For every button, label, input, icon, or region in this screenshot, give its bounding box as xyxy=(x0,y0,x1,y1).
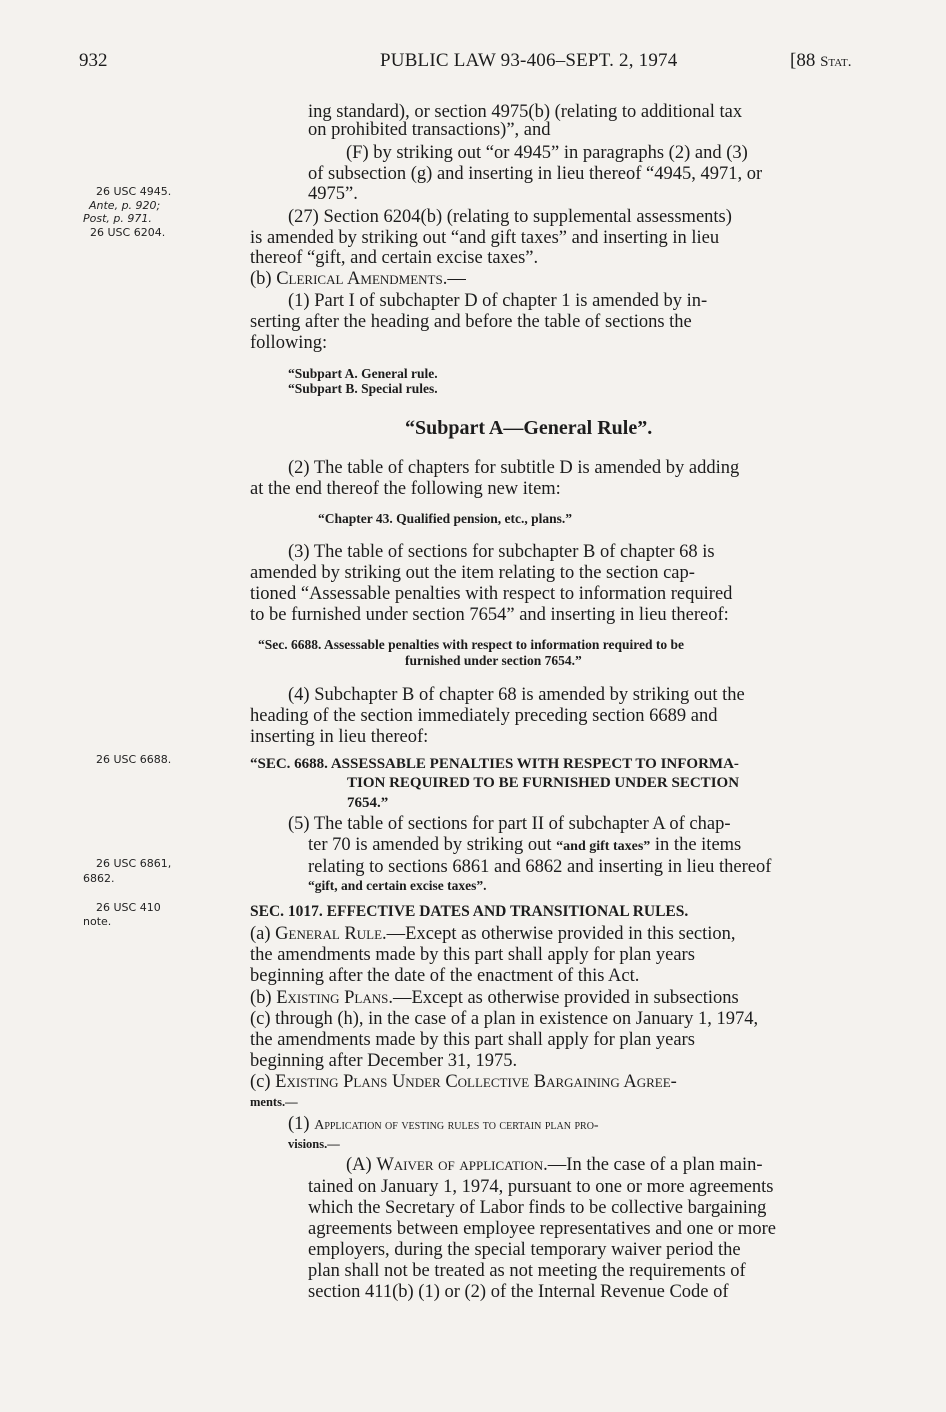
text-line: visions.— xyxy=(288,1137,340,1151)
margin-note-26usc4945: 26 USC 4945. xyxy=(96,185,172,198)
small-line: “Subpart A. General rule. xyxy=(288,366,438,381)
text-line: plan shall not be treated as not meeting the requirements of xyxy=(308,1261,746,1281)
text-line: following: xyxy=(250,333,328,353)
section-heading: TION REQUIRED TO BE FURNISHED UNDER SECTION xyxy=(347,775,740,791)
margin-note-26usc410: 26 USC 410 xyxy=(96,901,161,914)
small-line: furnished under section 7654.” xyxy=(405,653,582,668)
header-stat: [88 Stat. xyxy=(790,50,852,71)
section-heading: “SEC. 6688. ASSESSABLE PENALTIES WITH RESPECT TO INFORMA- xyxy=(250,756,739,772)
margin-note-post: Post, p. 971. xyxy=(83,212,152,225)
text-line: ments.— xyxy=(250,1095,298,1109)
text-line: (1) Part I of subchapter D of chapter 1 is amended by in- xyxy=(288,291,708,311)
subparagraph-A: (A) Waiver of application.—In the case of a plan main- xyxy=(346,1155,763,1175)
margin-note-26usc6204: 26 USC 6204. xyxy=(90,226,166,239)
small-line: “Sec. 6688. Assessable penalties with respect to information required to be xyxy=(258,637,684,652)
subsection-b: (b) Existing Plans.—Except as otherwise provided in subsections xyxy=(250,988,739,1008)
subpart-heading: “Subpart A—General Rule”. xyxy=(405,417,653,439)
subsection-a: (a) General Rule.—Except as otherwise provided in this section, xyxy=(250,924,736,944)
text-line: agreements between employee representatives and one or more xyxy=(308,1219,776,1239)
text-line: ter 70 is amended by striking out “and gift taxes” in the items xyxy=(308,835,742,855)
text-line: on prohibited transactions)”, and xyxy=(308,120,551,140)
text-line: amended by striking out the item relating to the section cap- xyxy=(250,563,695,583)
small-line: “Chapter 43. Qualified pension, etc., plans.” xyxy=(318,511,573,526)
text-line: the amendments made by this part shall apply for plan years xyxy=(250,1030,695,1050)
text-line: is amended by striking out “and gift taxes” and inserting in lieu xyxy=(250,228,720,248)
text-line: (F) by striking out “or 4945” in paragraphs (2) and (3) xyxy=(346,143,748,163)
text-line: heading of the section immediately preceding section 6689 and xyxy=(250,706,718,726)
subsection-b-heading: (b) Clerical Amendments.— xyxy=(250,269,466,289)
section-heading: 7654.” xyxy=(347,795,389,811)
margin-note-26usc6688: 26 USC 6688. xyxy=(96,753,172,766)
text-line: tioned “Assessable penalties with respect to information required xyxy=(250,584,733,604)
margin-note-26usc6861: 26 USC 6861, xyxy=(96,857,172,870)
small-line: “gift, and certain excise taxes”. xyxy=(308,878,487,893)
text-line: (3) The table of sections for subchapter B of chapter 68 is xyxy=(288,542,715,562)
text-line: 4975”. xyxy=(308,184,358,204)
text-line: ing standard), or section 4975(b) (relating to additional tax xyxy=(308,102,743,122)
text-line: tained on January 1, 1974, pursuant to one or more agreements xyxy=(308,1177,774,1197)
text-line: serting after the heading and before the table of sections the xyxy=(250,312,692,332)
text-line: which the Secretary of Labor finds to be collective bargaining xyxy=(308,1198,767,1218)
text-line: of subsection (g) and inserting in lieu thereof “4945, 4971, or xyxy=(308,164,763,184)
margin-note-ante: Ante, p. 920; xyxy=(89,199,161,212)
text-line: (c) through (h), in the case of a plan in existence on January 1, 1974, xyxy=(250,1009,759,1029)
section-1017-heading: SEC. 1017. EFFECTIVE DATES AND TRANSITIONAL RULES. xyxy=(250,903,689,920)
text-line: section 411(b) (1) or (2) of the Internal Revenue Code of xyxy=(308,1282,729,1302)
header-title: PUBLIC LAW 93-406–SEPT. 2, 1974 xyxy=(380,50,678,71)
text-line: thereof “gift, and certain excise taxes”. xyxy=(250,248,539,268)
running-header xyxy=(0,50,946,78)
paragraph-1: (1) Application of vesting rules to certain plan pro- xyxy=(288,1114,599,1134)
text-line: the amendments made by this part shall apply for plan years xyxy=(250,945,695,965)
text-line: to be furnished under section 7654” and inserting in lieu thereof: xyxy=(250,605,729,625)
text-line: (4) Subchapter B of chapter 68 is amended by striking out the xyxy=(288,685,745,705)
subsection-c: (c) Existing Plans Under Collective Bargaining Agree- xyxy=(250,1072,677,1092)
text-line: employers, during the special temporary waiver period the xyxy=(308,1240,741,1260)
text-line: (5) The table of sections for part II of subchapter A of chap- xyxy=(288,814,731,834)
margin-note-6862: 6862. xyxy=(83,872,115,885)
page-number: 932 xyxy=(79,50,108,71)
text-line: at the end thereof the following new item: xyxy=(250,479,561,499)
text-line: (2) The table of chapters for subtitle D is amended by adding xyxy=(288,458,740,478)
text-line: beginning after December 31, 1975. xyxy=(250,1051,518,1071)
small-line: “Subpart B. Special rules. xyxy=(288,381,438,396)
text-line: relating to sections 6861 and 6862 and inserting in lieu thereof xyxy=(308,857,772,877)
margin-note-note: note. xyxy=(83,915,112,928)
text-line: inserting in lieu thereof: xyxy=(250,727,429,747)
text-line: (27) Section 6204(b) (relating to supplemental assessments) xyxy=(288,207,732,227)
text-line: beginning after the date of the enactment of this Act. xyxy=(250,966,640,986)
